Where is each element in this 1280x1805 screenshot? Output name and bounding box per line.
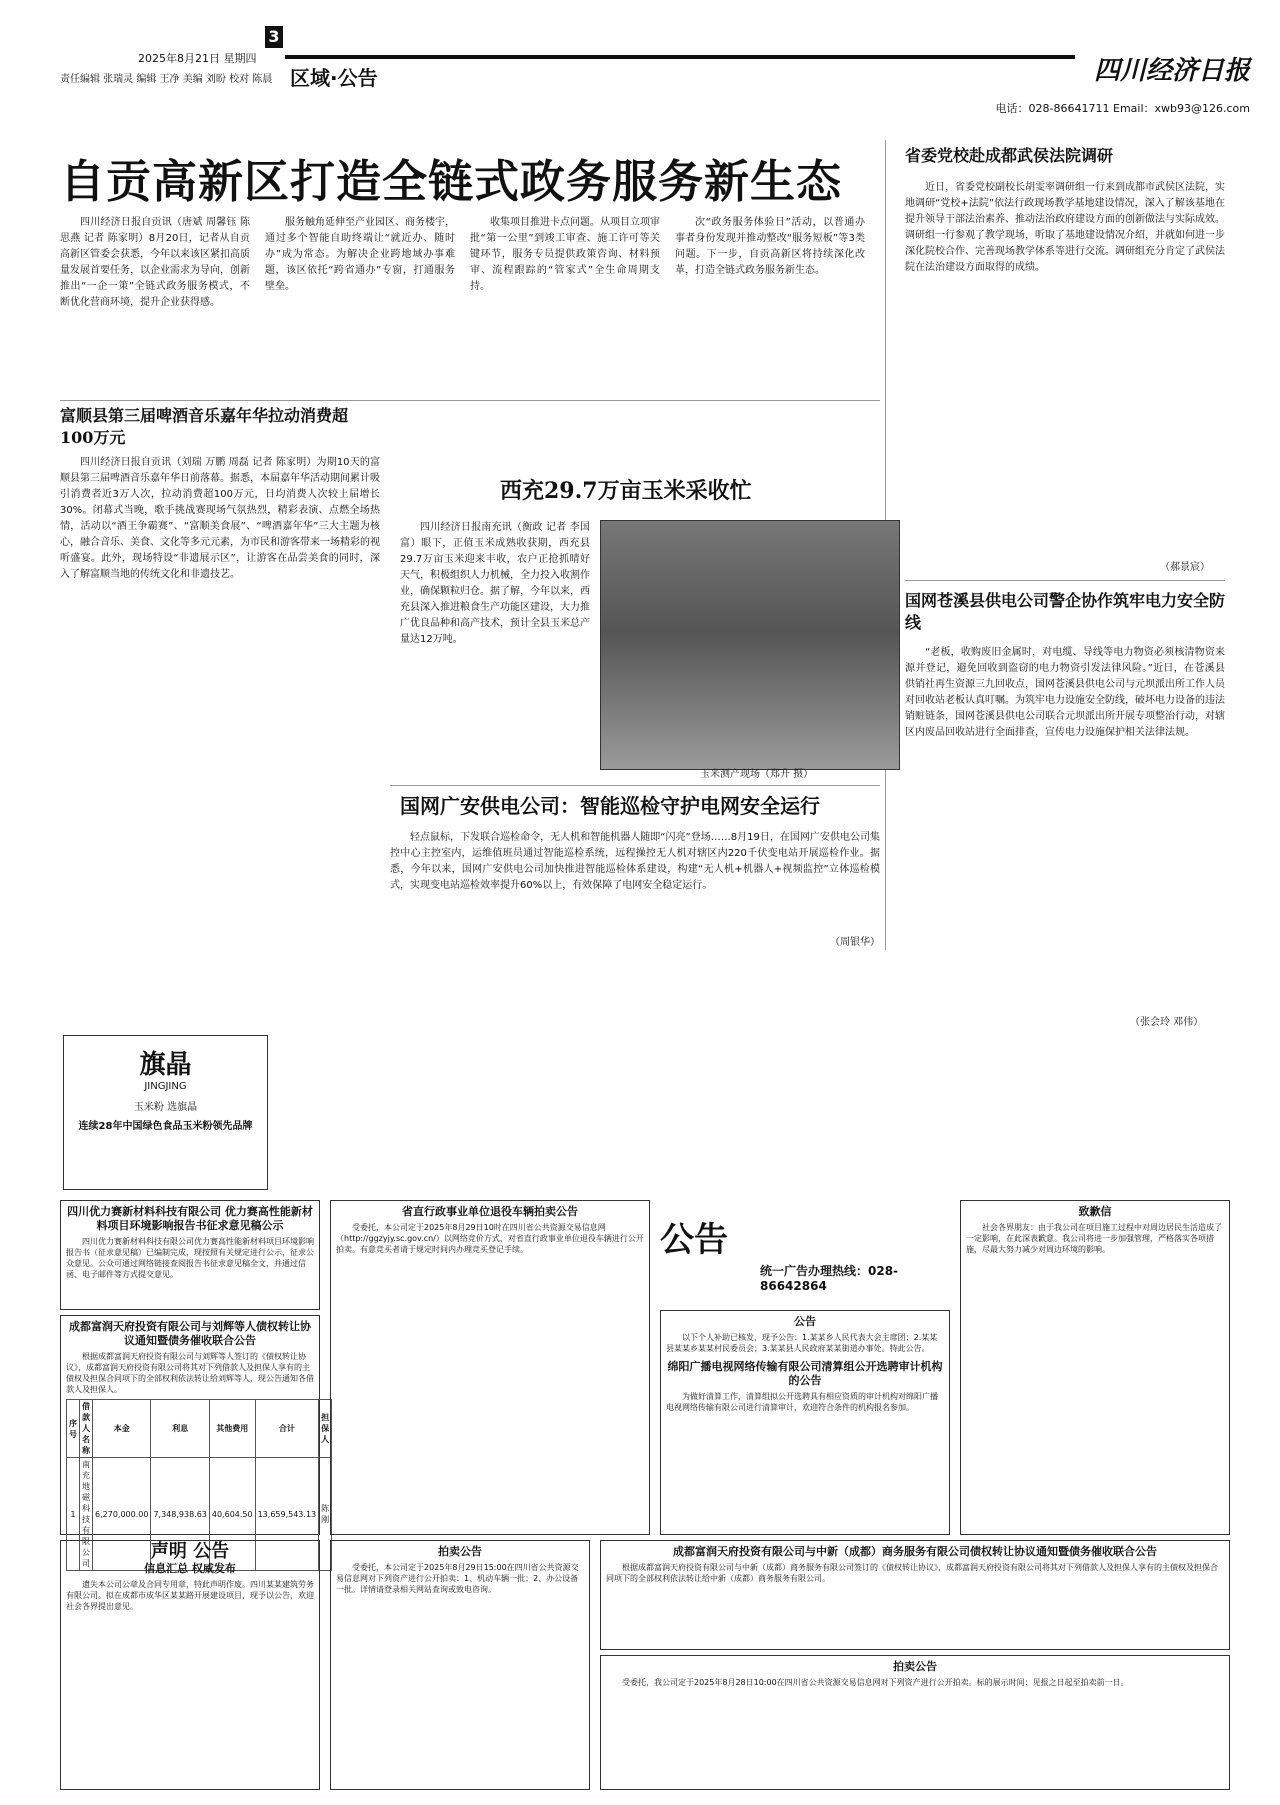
notice-apology: 致歉信 社会各界朋友：由于我公司在项目施工过程中对周边居民生活造成了一定影响，在此深表歉意。我公司将进一步加强管理，严格落实各项措施，尽最大努力减少对周边环境的影响。 [960,1200,1230,1535]
table-cell: 陈刚 [319,1458,332,1571]
table-cell: 7,348,938.63 [151,1458,209,1571]
section-title: 区域·公告 [290,66,378,90]
jingjing-slogan: 连续28年中国绿色食品玉米粉领先品牌 [78,1121,253,1132]
table-header-cell: 合计 [255,1400,319,1458]
nanchong-title: 西充29.7万亩玉米采收忙 [500,478,752,504]
nanchong-body: 四川经济日报南充讯（衡政 记者 李国富）眼下，正值玉米成熟收获期，西充县29.7万亩玉米迎来丰收，农户正抢抓晴好天气，积极组织人力机械，全力投入收割作业，确保颗粒归仓。据了解，今年以来，西充县深入推进粮食生产功能区建设，大力推广优良品种和高产技术，预计全县玉米总产量达12万吨。 [400,522,590,645]
table-cell: 南充地磁科技有限公司 [80,1458,93,1571]
table-cell: 6,270,000.00 [93,1458,151,1571]
section-divider [60,400,880,401]
issue-date: 2025年8月21日 星期四 [138,52,257,65]
jingjing-advertisement [63,1035,268,1190]
table-cell: 1 [67,1458,80,1571]
notice-subsidy: 公告 以下个人补助已核发，现予公告：1.某某乡人民代表大会主席团；2.某某县某某乡某某村民委员会；3.某某县人民政府某某街道办事处。特此公告。 绵阳广播电视网络传输有限公司清算组公开选聘审计机构的公告 为做好清算工作，清算组拟公开选聘具有相应资质的审计机构对绵阳广播电视网络传输有限公司进行清算审计，欢迎符合条件的机构报名参加。 [660,1310,950,1535]
editors-line: 责任编辑 张瑞灵 编辑 王净 美编 刘盼 校对 陈晨 [60,74,273,85]
table-header-cell: 利息 [151,1400,209,1458]
sidebar-1-title: 省委党校赴成都武侯法院调研 [905,146,1114,165]
lead-headline: 自贡高新区打造全链式政务服务新生态 [60,155,843,208]
fushun-title: 富顺县第三届啤酒音乐嘉年华拉动消费超100万元 [60,406,349,447]
jingjing-tagline: 玉米粉 选旗晶 [133,1102,198,1113]
guangan-byline: （周银华） [830,937,880,948]
section-rule [285,55,1075,59]
table-cell: 40,604.50 [209,1458,255,1571]
jingjing-brand: 旗晶 [139,1050,192,1080]
section-divider [390,785,880,786]
guangan-body: 轻点鼠标，下发联合巡检命令，无人机和智能机器人随即“闪亮”登场……8月19日，在国网广安供电公司集控中心主控室内，运维值班员通过智能巡检系统，远程操控无人机对辖区内220千伏变电站开展巡检作业。据悉，今年以来，国网广安供电公司加快推进智能巡检体系建设，构建“无人机+机器人+视频监控”立体巡检模式，实现变电站巡检效率提升60%以上，有效保障了电网安全稳定运行。 [390,832,880,891]
lead-column-3: 收集项目推进卡点问题。从项目立项审批“第一公里”到竣工审查、施工许可等关键环节，服务专员提供政策咨询、材料预审、流程跟踪的“管家式”全生命周期支持。 [470,217,660,292]
section-divider [905,580,1225,581]
table-cell: 13,659,543.13 [255,1458,319,1571]
notice-vehicle-auction: 省直行政事业单位退役车辆拍卖公告 受委托，本公司定于2025年8月29日10时在四川省公共资源交易信息网（http://ggzyjy.sc.gov.cn/）以网络竞价方式，对省直行政事业单位退役车辆进行公开拍卖。有意竞买者请于规定时间内办理竞买登记手续。 [330,1200,650,1535]
table-header-cell: 其他费用 [209,1400,255,1458]
table-header-cell: 本金 [93,1400,151,1458]
notice-fuyun-zhongxin: 成都富润天府投资有限公司与中新（成都）商务服务有限公司债权转让协议通知暨债务催收联合公告 根据成都富润天府投资有限公司与中新（成都）商务服务有限公司签订的《债权转让协议》，成都富润天府投资有限公司将其对下列借款人及担保人享有的主债权及担保合同项下的全部权利依法转让给中新（成都）商务服务有限公司。 [600,1540,1230,1650]
table-header-cell: 借款人名称 [80,1400,93,1458]
ad-info-banner [660,1212,950,1307]
sidebar-2-byline: （张会玲 邓伟） [1130,1017,1204,1028]
newspaper-logo: 四川经济日报 [1093,56,1250,86]
sidebar-2-body: “老板，收购废旧金属时，对电缆、导线等电力物资必须核清物资来源并登记，避免回收到盗窃的电力物资引发法律风险。”近日，在苍溪县供销社再生资源三九回收点，国网苍溪县供电公司与元坝派出所工作人员对回收站老板认真叮嘱。为筑牢电力设施安全防线，破坏电力设备的违法销赃链条，国网苍溪县供电公司联合元坝派出所开展专项整治行动，对辖区内废品回收站进行全面排查，宣传电力设施保护相关法律法规。 [905,647,1225,738]
notice-statement: 声明 公告 信息汇总 权威发布 遗失本公司公章及合同专用章，特此声明作废。四川某某建筑劳务有限公司。拟在成都市成华区某某路开展建设项目，现予以公告，欢迎社会各界提出意见。 [60,1540,320,1790]
table-header-cell: 序号 [67,1400,80,1458]
notice-fuyun-liuhui: 成都富润天府投资有限公司与刘辉等人债权转让协议通知暨债务催收联合公告 根据成都富润天府投资有限公司与刘辉等人签订的《债权转让协议》，成都富润天府投资有限公司将其对下列借款人及担保人享有的主债权及担保合同项下的全部权利依法转让给刘辉等人，现公告通知各借款人及担保人。 序号 借款人名称 本金 利息 其他费用 合计 担保人 1 南充地磁科技有限公司 6,270,000.00 7,348,938.63 40,604.50 13,659,543.13 陈刚 [60,1315,320,1535]
contact-info: 电话：028-86641711 Email：xwb93@126.com [995,102,1250,115]
photo-caption: 玉米测产现场（郑升 摄） [700,769,814,780]
fushun-body: 四川经济日报自贡讯（刘瑞 万鹏 周磊 记者 陈家明）为期10天的富顺县第三届啤酒音乐嘉年华日前落幕。据悉，本届嘉年华活动期间累计吸引消费者近3万人次，拉动消费超100万元，日均消费人次较上届增长30%。闭幕式当晚，歌手挑战赛现场气氛热烈，精彩表演、点燃全场热情，活动以“酒王争霸赛”、“富顺美食展”、“啤酒嘉年华”三大主题为核心，融合音乐、美食、文化等多元元素，为市民和游客带来一场精彩的视听盛宴。此外，现场特设“非遗展示区”，让游客在品尝美食的同时，深入了解富顺当地的传统文化和非遗技艺。 [60,457,380,580]
notice-youlisai: 四川优力赛新材料科技有限公司 优力赛高性能新材料项目环境影响报告书征求意见稿公示 四川优力赛新材料科技有限公司优力赛高性能新材料项目环境影响报告书（征求意见稿）已编制完成，现按照有关规定进行公示，征求公众意见。公众可通过网络链接查阅报告书征求意见稿全文，并通过信函、电子邮件等方式提交意见。 [60,1200,320,1310]
table-header-cell: 担保人 [319,1400,332,1458]
guangan-title: 国网广安供电公司：智能巡检守护电网安全运行 [400,794,820,818]
gonggao-label: 公告 [660,1220,728,1260]
lead-column-4: 次“政务服务体验日”活动，以普通办事者身份发现并推动整改“服务短板”等3类问题。下一步，自贡高新区将持续深化改革，打造全链式政务服务新生态。 [675,217,865,276]
notice-auction-2: 拍卖公告 受委托，我公司定于2025年8月28日10:00在四川省公共资源交易信息网对下列资产进行公开拍卖。标的展示时间：见报之日起至拍卖前一日。 [600,1655,1230,1790]
masthead [0,0,1280,115]
page-number: 3 [265,26,283,48]
sidebar-1-body: 近日，省委党校副校长胡雯率调研组一行来到成都市武侯区法院，实地调研“党校+法院”依法行政现场教学基地建设情况，深入了解该基地在提升领导干部法治素养、推动法治政府建设方面的创新做法与实际成效。调研组一行参观了教学现场，听取了基地建设情况介绍，并就如何进一步深化院校合作、完善现场教学体系等进行交流。调研组充分肯定了武侯法院在法治建设方面取得的成绩。 [905,182,1225,273]
notice-auction-1: 拍卖公告 受委托，本公司定于2025年8月29日15:00在四川省公共资源交易信息网对下列资产进行公开拍卖：1、机动车辆一批；2、办公设备一批。详情请登录相关网站查询或致电咨询。 [330,1540,590,1790]
sidebar-1-byline: （郝景宸） [1160,562,1210,573]
ad-hotline: 统一广告办理热线：028-86642864 [760,1264,899,1293]
lead-column-1: 四川经济日报自贡讯（唐斌 周馨钰 陈思燕 记者 陈家明）8月20日，记者从自贡高新区管委会获悉，今年以来该区紧扣高质量发展首要任务，以企业需求为导向，创新推出“一企一策”全链式政务服务模式，不断优化营商环境，提升企业获得感。 [60,217,250,308]
lead-column-2: 服务触角延伸至产业园区、商务楼宇，通过多个智能自助终端让“就近办、随时办”成为常态。为解决企业跨地域办事难题，该区依托“跨省通办”专窗，打通服务壁垒。 [265,217,455,292]
jingjing-brand-en: JINGJING [144,1081,187,1092]
sidebar-2-title: 国网苍溪县供电公司警企协作筑牢电力安全防线 [905,591,1226,632]
corn-harvest-photo [600,520,900,770]
